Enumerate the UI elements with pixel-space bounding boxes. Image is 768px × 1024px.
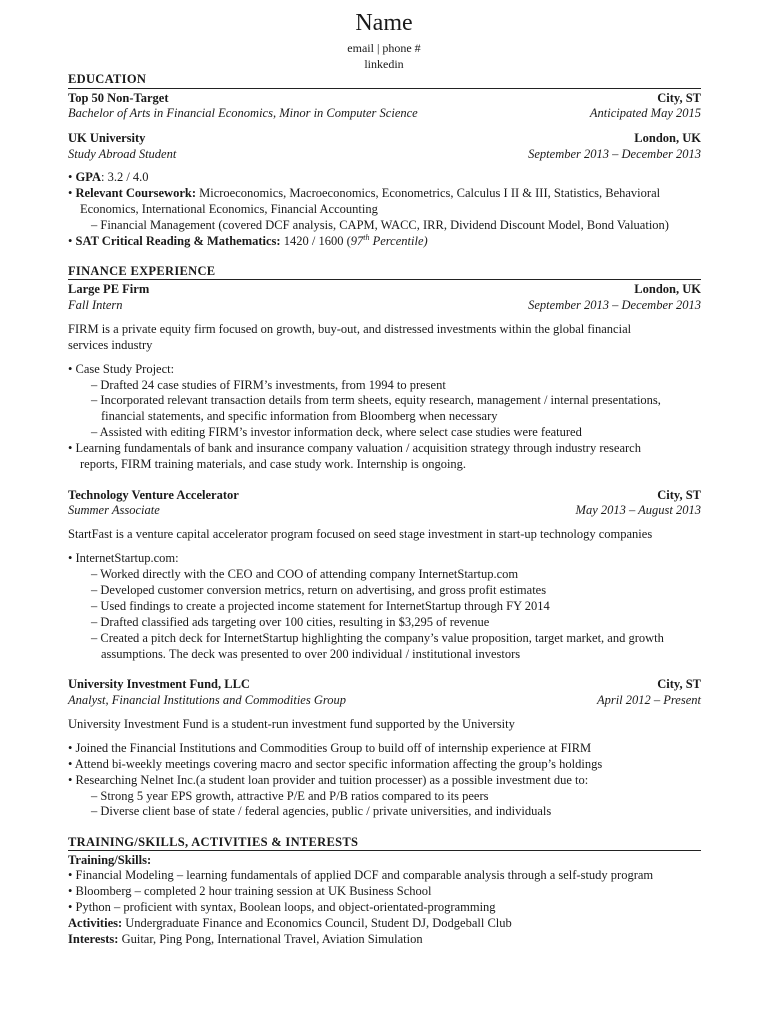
employer-description: FIRM is a private equity firm focused on growth, buy-out, and distressed investments within the global financial <box>68 322 632 336</box>
sub-bullet-continuation: assumptions. The deck was presented to over 200 individual / institutional investors <box>101 647 521 661</box>
bullet-continuation: reports, FIRM training materials, and case study work. Internship is ongoing. <box>80 457 467 471</box>
education-heading: EDUCATION <box>68 72 147 86</box>
gpa-line: • GPA: 3.2 / 4.0 <box>68 170 149 184</box>
sub-bullet-item: – Strong 5 year EPS growth, attractive P/E and P/B ratios compared to its peers <box>91 789 489 803</box>
interests-line <box>68 931 423 947</box>
employer-description: University Investment Fund is a student-run investment fund supported by the University <box>68 717 515 731</box>
finance-heading: FINANCE EXPERIENCE <box>68 264 216 278</box>
school-name: UK University <box>68 131 146 145</box>
bullet-item: • Researching Nelnet Inc.(a student loan provider and tuition processer) as a possible investment due to: <box>68 773 589 787</box>
employer-name: Large PE Firm <box>68 282 150 296</box>
coursework-line: • Relevant Coursework: Microeconomics, Macroeconomics, Econometrics, Calculus I II & III, Statistics, Behavioral <box>68 186 661 200</box>
resume-name: Name <box>355 10 413 36</box>
section-divider <box>68 850 701 851</box>
interests-label: Interests: <box>68 932 119 946</box>
job-date: April 2012 – Present <box>596 693 701 707</box>
sat-value: 1420 / 1600 ( <box>280 234 351 248</box>
degree-date: Anticipated May 2015 <box>589 106 701 120</box>
sub-bullet-continuation: financial statements, and specific information from Bloomberg when necessary <box>101 409 498 423</box>
sub-bullet-item: – Drafted 24 case studies of FIRM’s investments, from 1994 to present <box>91 378 446 392</box>
coursework-subitem: – Financial Management (covered DCF analysis, CAPM, WACC, IRR, Dividend Discount Model, Bond Valuation) <box>91 218 669 232</box>
activities-label: Activities: <box>68 916 123 930</box>
skill-item: • Bloomberg – completed 2 hour training session at UK Business School <box>68 884 432 898</box>
sub-bullet-item: – Drafted classified ads targeting over 100 cities, resulting in $3,295 of revenue <box>91 615 490 629</box>
coursework-text: Microeconomics, Macroeconomics, Econometrics, Calculus I II & III, Statistics, Behavioral <box>195 186 661 200</box>
employer-description-continued: services industry <box>68 338 153 352</box>
activities-line <box>68 915 512 931</box>
skills-heading: TRAINING/SKILLS, ACTIVITIES & INTERESTS <box>68 835 359 849</box>
employer-location: City, ST <box>657 677 701 691</box>
section-divider <box>68 88 701 89</box>
sat-superscript: th <box>363 232 370 242</box>
job-title: Fall Intern <box>68 298 123 312</box>
sub-bullet-item: – Created a pitch deck for InternetStartup highlighting the company’s value proposition, target market, and growth <box>91 631 664 645</box>
study-abroad-role: Study Abroad Student <box>68 147 177 161</box>
school-location: City, ST <box>657 91 701 105</box>
sat-label: SAT Critical Reading & Mathematics: <box>75 234 281 248</box>
employer-location: London, UK <box>634 282 701 296</box>
employer-description: StartFast is a venture capital accelerator program focused on seed stage investment in start-up technology companies <box>68 527 653 541</box>
gpa-label: GPA <box>75 170 101 184</box>
contact-line: email | phone # <box>347 41 421 55</box>
sat-tail: Percentile) <box>369 234 428 248</box>
school-name: Top 50 Non-Target <box>68 91 169 105</box>
skill-item: • Financial Modeling – learning fundamentals of applied DCF and comparable analysis through a self-study program <box>68 868 654 882</box>
coursework-continuation: Economics, International Economics, Financial Accounting <box>80 202 378 216</box>
skill-item: • Python – proficient with syntax, Boolean loops, and object-orientated-programming <box>68 900 496 914</box>
bullet-item: • InternetStartup.com: <box>68 551 179 565</box>
bullet-item: • Case Study Project: <box>68 362 175 376</box>
sat-percentile: 97 <box>350 234 364 248</box>
sub-bullet-item: – Used findings to create a projected income statement for InternetStartup through FY 2014 <box>91 599 550 613</box>
job-date: September 2013 – December 2013 <box>528 298 701 312</box>
gpa-value: : 3.2 / 4.0 <box>100 170 149 184</box>
sat-line: • SAT Critical Reading & Mathematics: 1420 / 1600 (97th Percentile) <box>68 232 428 248</box>
activities-text: Undergraduate Finance and Economics Council, Student DJ, Dodgeball Club <box>122 916 512 930</box>
sub-bullet-item: – Developed customer conversion metrics, return on advertising, and gross profit estimates <box>91 583 547 597</box>
job-title: Analyst, Financial Institutions and Commodities Group <box>68 693 347 707</box>
interests-text: Guitar, Ping Pong, International Travel, Aviation Simulation <box>118 932 423 946</box>
sub-bullet-item: – Diverse client base of state / federal agencies, public / private universities, and individuals <box>91 804 552 818</box>
job-title: Summer Associate <box>68 503 160 517</box>
employer-location: City, ST <box>657 488 701 502</box>
employer-name: Technology Venture Accelerator <box>68 488 239 502</box>
degree: Bachelor of Arts in Financial Economics, Minor in Computer Science <box>68 106 418 120</box>
school-location: London, UK <box>634 131 701 145</box>
section-divider <box>68 279 701 280</box>
sub-bullet-item: – Worked directly with the CEO and COO of attending company InternetStartup.com <box>91 567 519 581</box>
sub-bullet-item: – Incorporated relevant transaction details from term sheets, equity research, management / internal presentations, <box>91 393 661 407</box>
employer-name: University Investment Fund, LLC <box>68 677 250 691</box>
coursework-label: Relevant Coursework: <box>75 186 196 200</box>
bullet-item: • Attend bi-weekly meetings covering macro and sector specific information affecting the group’s holdings <box>68 757 603 771</box>
training-label: Training/Skills: <box>68 853 152 867</box>
bullet-item: • Learning fundamentals of bank and insurance company valuation / acquisition strategy through industry research <box>68 441 641 455</box>
linkedin-line: linkedin <box>364 57 404 71</box>
sub-bullet-item: – Assisted with editing FIRM’s investor information deck, where select case studies were featured <box>91 425 582 439</box>
bullet-item: • Joined the Financial Institutions and Commodities Group to build off of internship experience at FIRM <box>68 741 592 755</box>
job-date: May 2013 – August 2013 <box>575 503 701 517</box>
study-abroad-date: September 2013 – December 2013 <box>528 147 701 161</box>
